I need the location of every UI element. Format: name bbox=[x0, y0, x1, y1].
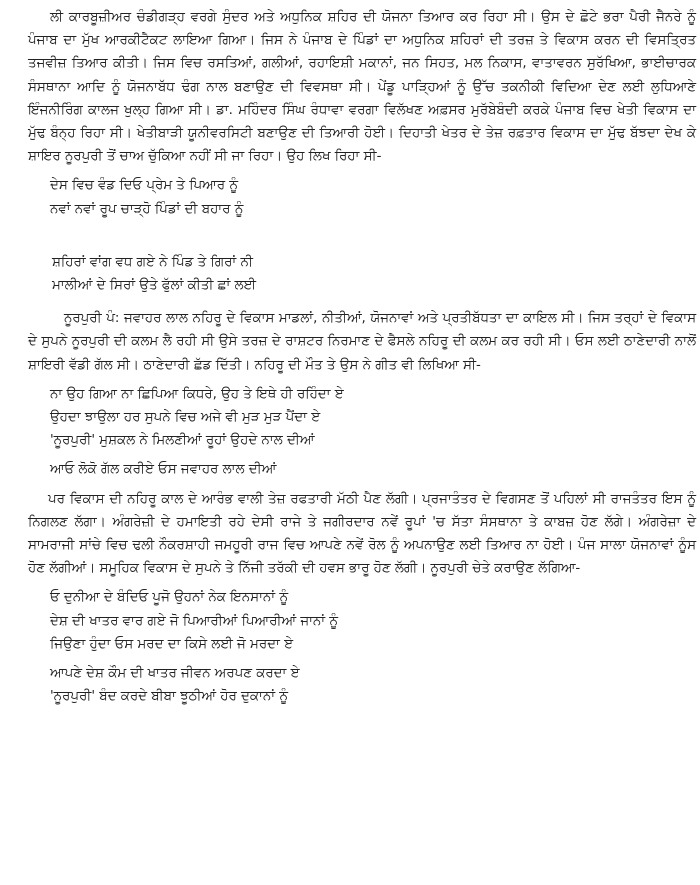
verse-line: ਆਪਣੇ ਦੇਸ਼ ਕੌਮ ਦੀ ਖਾਤਰ ਜੀਵਨ ਅਰਪਣ ਕਰਦਾ ਏ bbox=[50, 666, 300, 682]
verse-line: ਮਾਲੀਆਂ ਦੇ ਸਿਰਾਂ ਉਤੇ ਫੁੱਲਾਂ ਕੀਤੀ ਛਾਂ ਲਈ bbox=[52, 278, 256, 294]
verse-block-6 bbox=[28, 662, 696, 708]
verse-line: 'ਨੂਰਪੁਰੀ' ਮੁਸ਼ਕਲ ਨੇ ਮਿਲਣੀਆਂ ਰੂਹਾਂ ਉਹਦੇ ਨਾਲ ਦੀਆਂ bbox=[50, 433, 315, 449]
verse-block-3 bbox=[28, 383, 696, 453]
verse-line: ਓ ਦੁਨੀਆ ਦੇ ਬੰਦਿਓ ਪੂਜੋ ਉਹਨਾਂ ਨੇਕ ਇਨਸਾਨਾਂ ਨੂੰ bbox=[50, 590, 289, 606]
paragraph-2: ਨੂਰਪੁਰੀ ਪੰ: ਜਵਾਹਰ ਲਾਲ ਨਹਿਰੂ ਦੇ ਵਿਕਾਸ ਮਾਡਲਾਂ, ਨੀਤੀਆਂ, ਯੋਜਨਾਵਾਂ ਅਤੇ ਪ੍ਰਤੀਬੱਧਤਾ ਦਾ ਕਾਇਲ ਸੀ। ਜਿਸ ਤਰ੍ਹਾਂ ਦੇ ਵਿਕਾਸ ਦੇ ਸੁਪਨੇ ਨੂਰਪੁਰੀ ਦੀ ਕਲਮ ਲੈ ਰਹੀ ਸੀ ਉਸੇ ਤਰਜ਼ ਦੇ ਰਾਸ਼ਟਰ ਨਿਰਮਾਣ ਦੇ ਫੈਸਲੇ ਨਹਿਰੂ ਦੀ ਕਲਮ ਕਰ ਰਹੀ ਸੀ। ਓਸ ਲਈ ਠਾਣੇਦਾਰੀ ਨਾਲੋਂ ਸ਼ਾਇਰੀ ਵੱਡੀ ਗੱਲ ਸੀ। ਠਾਣੇਦਾਰੀ ਛੱਡ ਦਿੱਤੀ। ਨਹਿਰੂ ਦੀ ਮੌਤ ਤੇ ਉਸ ਨੇ ਗੀਤ ਵੀ ਲਿਖਿਆ ਸੀ- bbox=[28, 311, 696, 373]
spacer bbox=[28, 221, 696, 251]
verse-line: ਦੇਸ ਵਿਚ ਵੰਡ ਦਿਓ ਪ੍ਰੇਮ ਤੇ ਪਿਆਰ ਨੂੰ bbox=[50, 178, 238, 194]
verse-line: ਆਓ ਲੋਕੋ ਗੱਲ ਕਰੀਏ ਓਸ ਜਵਾਹਰ ਲਾਲ ਦੀਆਂ bbox=[50, 462, 277, 478]
verse-line: ਦੇਸ਼ ਦੀ ਖਾਤਰ ਵਾਰ ਗਏ ਜੋ ਪਿਆਰੀਆਂ ਪਿਆਰੀਆਂ ਜਾਨਾਂ ਨੂੰ bbox=[50, 613, 339, 629]
verse-line: ਸ਼ਹਿਰਾਂ ਵਾਂਗ ਵਧ ਗਏ ਨੇ ਪਿੰਡ ਤੇ ਗਿਰਾਂ ਨੀ bbox=[52, 254, 253, 270]
verse-line: ਉਹਦਾ ਝਾਉਲਾ ਹਰ ਸੁਪਨੇ ਵਿਚ ਅਜੇ ਵੀ ਮੁੜ ਮੁੜ ਪੈਂਦਾ ਏ bbox=[50, 410, 321, 426]
verse-line: 'ਨੂਰਪੁਰੀ' ਬੰਦ ਕਰਦੇ ਬੀਬਾ ਝੂਠੀਆਂ ਹੋਰ ਦੁਕਾਨਾਂ ਨੂੰ bbox=[50, 689, 288, 705]
verse-block-1 bbox=[28, 174, 696, 220]
paragraph-3: ਪਰ ਵਿਕਾਸ ਦੀ ਨਹਿਰੂ ਕਾਲ ਦੇ ਆਰੰਭ ਵਾਲੀ ਤੇਜ਼ ਰਫਤਾਰੀ ਮੱਠੀ ਪੈਣ ਲੱਗੀ। ਪ੍ਰਜਾਤੰਤਰ ਦੇ ਵਿਗਸਣ ਤੋਂ ਪਹਿਲਾਂ ਸੀ ਰਾਜਤੰਤਰ ਇਸ ਨੂੰ ਨਿਗਲਣ ਲੱਗਾ। ਅੰਗਰੇਜ਼ੀ ਦੇ ਹਮਾਇਤੀ ਰਹੇ ਦੇਸੀ ਰਾਜੇ ਤੇ ਜਗੀਰਦਾਰ ਨਵੇਂ ਰੂਪਾਂ 'ਚ ਸੱਤਾ ਸੰਸਥਾਨਾ ਤੇ ਕਾਬਜ਼ ਹੋਣ ਲੱਗੇ। ਅੰਗਰੇਜ਼ਾ ਦੇ ਸਾਮਰਾਜੀ ਸਾਂਚੇ ਵਿਚ ਢਲੀ ਨੌਕਰਸ਼ਾਹੀ ਜਮਹੂਰੀ ਰਾਜ ਵਿਚ ਆਪਣੇ ਨਵੇਂ ਰੋਲ ਨੂੰ ਅਪਨਾਉਣ ਲਈ ਤਿਆਰ ਨਾ ਹੋਈ। ਪੰਜ ਸਾਲਾ ਯੋਜਨਾਵਾਂ ਨੂੰਸ ਹੋਣ ਲੱਗੀਆਂ। ਸਮੂਹਿਕ ਵਿਕਾਸ ਦੇ ਸੁਪਨੇ ਤੇ ਨਿੱਜੀ ਤਰੱਕੀ ਦੀ ਹਵਸ ਭਾਰੂ ਹੋਣ ਲੱਗੀ। ਨੂਰਪੁਰੀ ਚੇਤੇ ਕਰਾਉਣ ਲੱਗਿਆ- bbox=[28, 491, 696, 577]
verse-block-2 bbox=[28, 251, 696, 297]
verse-line: ਨਾ ਉਹ ਗਿਆ ਨਾ ਛਿਪਿਆ ਕਿਧਰੇ, ਉਹ ਤੇ ਇਥੇ ਹੀ ਰਹਿੰਦਾ ਏ bbox=[50, 386, 344, 402]
verse-block-5 bbox=[28, 586, 696, 656]
verse-block-4 bbox=[28, 458, 696, 481]
verse-line: ਜਿਉਣਾ ਹੁੰਦਾ ਓਸ ਮਰਦ ਦਾ ਕਿਸੇ ਲਈ ਜੋ ਮਰਦਾ ਏ bbox=[50, 636, 293, 652]
verse-line: ਨਵਾਂ ਨਵਾਂ ਰੂਪ ਚਾੜ੍ਹੋ ਪਿੰਡਾਂ ਦੀ ਬਹਾਰ ਨੂੰ bbox=[50, 201, 244, 217]
paragraph-1: ਲੀ ਕਾਰਬੂਜ਼ੀਅਰ ਚੰਡੀਗੜ੍ਹ ਵਰਗੇ ਸੁੰਦਰ ਅਤੇ ਅਧੁਨਿਕ ਸ਼ਹਿਰ ਦੀ ਯੋਜਨਾ ਤਿਆਰ ਕਰ ਰਿਹਾ ਸੀ। ਉਸ ਦੇ ਛੋਟੇ ਭਰਾ ਪੈਰੀ ਜੈਨਰੇ ਨੂੰ ਪੰਜਾਬ ਦਾ ਮੁੱਖ ਆਰਕੀਟੈਕਟ ਲਾਇਆ ਗਿਆ। ਜਿਸ ਨੇ ਪੰਜਾਬ ਦੇ ਪਿੰਡਾਂ ਦਾ ਅਧੁਨਿਕ ਸ਼ਹਿਰਾਂ ਦੀ ਤਰਜ਼ ਤੇ ਵਿਕਾਸ ਕਰਨ ਦੀ ਵਿਸਤ੍ਰਿਤ ਤਜਵੀਜ਼ ਤਿਆਰ ਕੀਤੀ। ਜਿਸ ਵਿਚ ਰਸਤਿਆਂ, ਗਲੀਆਂ, ਰਹਾਇਸ਼ੀ ਮਕਾਨਾਂ, ਜਨ ਸਿਹਤ, ਮਲ ਨਿਕਾਸ, ਵਾਤਾਵਰਨ ਸੁਰੱਖਿਆ, ਭਾਈਚਾਰਕ ਸੰਸਥਾਨਾ ਆਦਿ ਨੂੰ ਯੋਜਨਾਬੱਧ ਢੰਗ ਨਾਲ ਬਣਾਉਣ ਦੀ ਵਿਵਸਥਾ ਸੀ। ਪੇਂਡੂ ਪਾੜ੍ਹਿਆਂ ਨੂੰ ਉੱਚ ਤਕਨੀਕੀ ਵਿਦਿਆ ਦੇਣ ਲਈ ਲੁਧਿਆਣੇ ਇੰਜਨੀਰਿੰਗ ਕਾਲਜ ਖੁਲ੍ਹ ਗਿਆ ਸੀ। ਡਾ. ਮਹਿੰਦਰ ਸਿੰਘ ਰੰਧਾਵਾ ਵਰਗਾ ਵਿਲੱਖਣ ਅਫ਼ਸਰ ਮੁਰੱਬੇਬੰਦੀ ਕਰਕੇ ਪੰਜਾਬ ਵਿਚ ਖੇਤੀ ਵਿਕਾਸ ਦਾ ਮੁੱਢ ਬੰਨ੍ਹ ਰਿਹਾ ਸੀ। ਖੇਤੀਬਾੜੀ ਯੂਨੀਵਰਸਿਟੀ ਬਣਾਉਣ ਦੀ ਤਿਆਰੀ ਹੋਈ। ਦਿਹਾਤੀ ਖੇਤਰ ਦੇ ਤੇਜ਼ ਰਫ਼ਤਾਰ ਵਿਕਾਸ ਦਾ ਮੁੱਢ ਬੱਝਦਾ ਦੇਖ ਕੇ ਸ਼ਾਇਰ ਨੂਰਪੁਰੀ ਤੋਂ ਚਾਅ ਚੁੱਕਿਆ ਨਹੀਂ ਸੀ ਜਾ ਰਿਹਾ। ਉਹ ਲਿਖ ਰਿਹਾ ਸੀ- bbox=[28, 10, 696, 165]
spacer bbox=[28, 297, 696, 307]
